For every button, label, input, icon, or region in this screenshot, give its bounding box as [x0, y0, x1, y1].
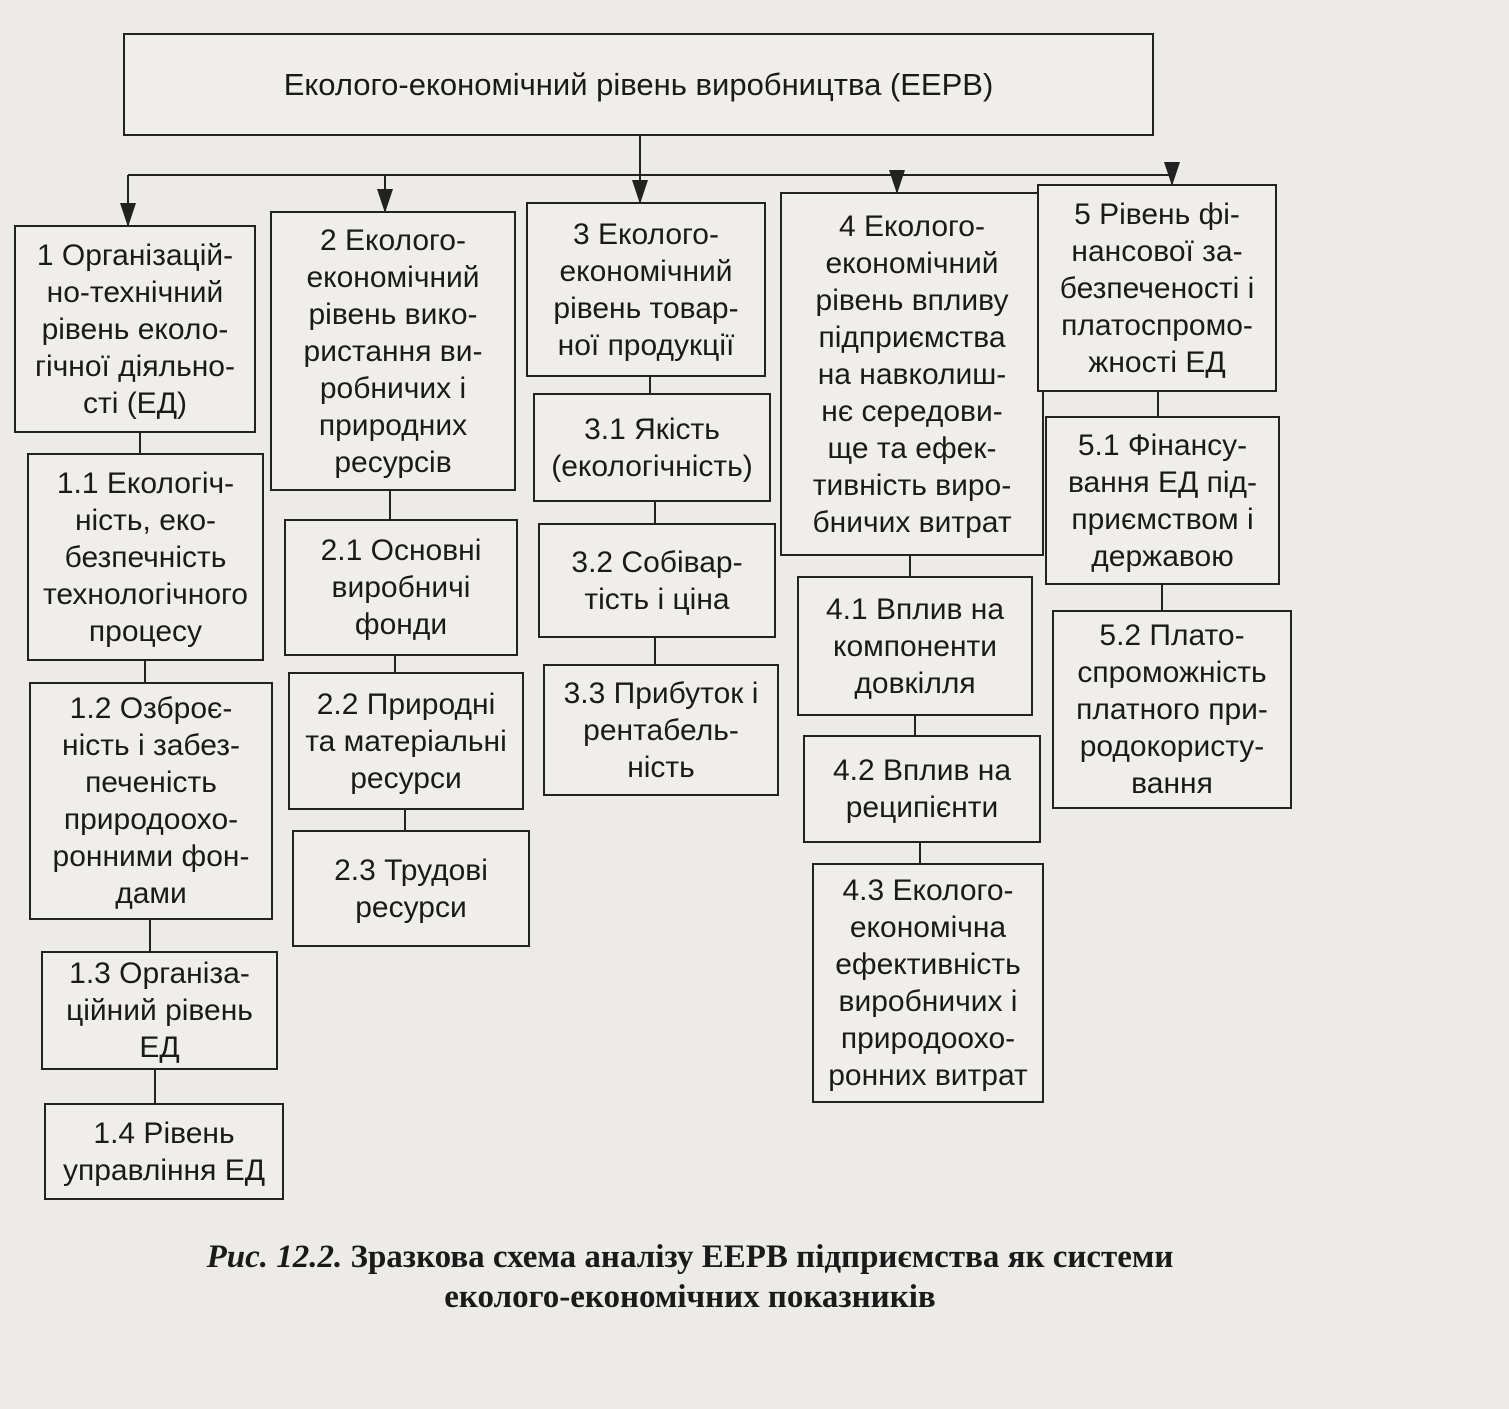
caption-line-2: еколого-економічних показників: [444, 1279, 936, 1315]
node-3-3-profit-profitability: 3.3 Прибуток і рентабель- ність: [543, 664, 779, 796]
node-1-3-organizational-level: 1.3 Організа- ційний рівень ЕД: [41, 951, 278, 1070]
node-5-1-financing: 5.1 Фінансу- вання ЕД під- приємством і державою: [1045, 416, 1280, 585]
node-4-2-impact-on-recipients: 4.2 Вплив на реципієнти: [803, 735, 1041, 843]
node-3-1-quality: 3.1 Якість (екологічність): [533, 393, 771, 502]
node-2-2-natural-material-resources: 2.2 Природні та матеріальні ресурси: [288, 672, 524, 810]
node-1-4-management-level: 1.4 Рівень управління ЕД: [44, 1103, 284, 1200]
node-1-2-protection-funds: 1.2 Озброє- ність і забез- печеність природоохо- ронними фон- дами: [29, 682, 273, 920]
node-4-3-eco-economic-efficiency: 4.3 Еколого- економічна ефективність виробничих і природоохо- ронних витрат: [812, 863, 1044, 1103]
node-4-1-impact-on-components: 4.1 Вплив на компоненти довкілля: [797, 576, 1033, 716]
node-2-resource-use-level: 2 Еколого- економічний рівень вико- ристання ви- робничих і природних ресурсів: [270, 211, 516, 491]
node-2-1-fixed-assets: 2.1 Основні виробничі фонди: [284, 519, 518, 656]
root-node: Еколого-економічний рівень виробництва (ЕЕРВ): [123, 33, 1154, 136]
caption-lead: Рис. 12.2.: [206, 1239, 343, 1275]
node-1-org-tech-level: 1 Організацій- но-технічний рівень еколо- гічної діяльно- сті (ЕД): [14, 225, 256, 433]
node-5-financial-security-level: 5 Рівень фі- нансової за- безпеченості і платоспромо- жності ЕД: [1037, 184, 1277, 392]
node-4-environmental-impact-level: 4 Еколого- економічний рівень впливу підприємства на навколиш- нє середови- ще та ефек- тивність виро- бничих витрат: [780, 192, 1044, 556]
node-5-2-solvency: 5.2 Плато- спроможність платного при- родокористу- вання: [1052, 610, 1292, 809]
figure-caption: [60, 1237, 1320, 1317]
node-3-2-cost-and-price: 3.2 Собівар- тість і ціна: [538, 523, 776, 638]
node-1-1-ecology-of-process: 1.1 Екологіч- ність, еко- безпечність технологічного процесу: [27, 453, 264, 661]
node-3-commodity-level: 3 Еколого- економічний рівень товар- ної продукції: [526, 202, 766, 377]
node-2-3-labor-resources: 2.3 Трудові ресурси: [292, 830, 530, 947]
caption-line-1: Зразкова схема аналізу ЕЕРВ підприємства як системи: [350, 1239, 1174, 1275]
